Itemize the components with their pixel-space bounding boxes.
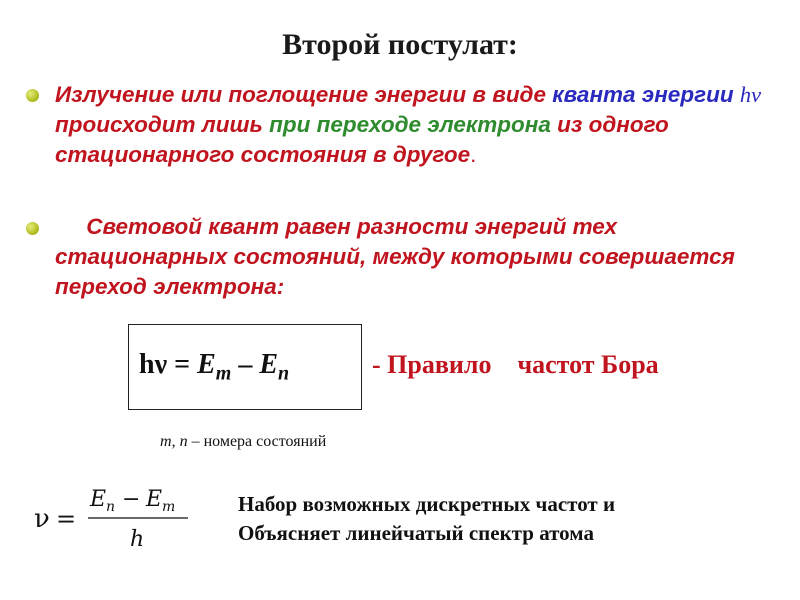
postulate-paragraph-1 [55, 80, 765, 170]
frac-sub-m: m [162, 499, 176, 515]
formula-box [128, 324, 362, 410]
bullet-icon [26, 89, 39, 102]
description-text [238, 490, 615, 548]
formula-sub-n: n [278, 362, 290, 385]
frequency-fraction-formula [30, 478, 200, 553]
formula-hv: hν [139, 349, 168, 380]
formula-E: E [197, 349, 216, 380]
bohr-formula [139, 349, 289, 386]
bohr-rule-label: - Правило частот Бора [372, 350, 659, 379]
p1-segment: происходит лишь [55, 112, 270, 137]
frac-eq: = [56, 505, 77, 533]
slide-title: Второй постулат: [282, 28, 518, 61]
frac-E1: E [90, 487, 107, 512]
bullet-icon [26, 222, 39, 235]
state-numbers-note [160, 433, 326, 451]
frac-E2: E [146, 487, 163, 512]
frac-h: h [130, 527, 145, 552]
formula-eq: = [167, 349, 198, 380]
postulate-paragraph-2: Световой квант равен разности энергий тех стационарных состояний, между которыми совершается переход электрона: [55, 214, 742, 299]
p1-segment: при переходе электрона [269, 112, 558, 137]
description-line-1: Набор возможных дискретных частот и [238, 492, 616, 516]
p1-segment: кванта энергии [552, 82, 740, 107]
p1-segment: . [470, 142, 477, 167]
frac-sub-n: n [106, 499, 116, 515]
formula-minus: – [231, 349, 260, 380]
frac-nu: ν [34, 504, 50, 534]
note-comma: , [171, 433, 180, 450]
note-m: m [160, 433, 172, 450]
description-line-2: Объясняет линейчатый спектр атома [238, 521, 594, 545]
note-rest: – номера состояний [187, 433, 327, 450]
p1-symbol-nu: ν [751, 82, 762, 107]
frac-minus: − [122, 487, 141, 512]
p1-segment: из одного стационарного состояния в другое [55, 112, 669, 167]
p1-segment: Излучение или поглощение энергии в виде [55, 82, 553, 107]
p1-symbol-h: h [739, 82, 752, 107]
note-n: n [179, 433, 188, 450]
formula-E: E [259, 349, 278, 380]
formula-sub-m: m [215, 362, 232, 385]
